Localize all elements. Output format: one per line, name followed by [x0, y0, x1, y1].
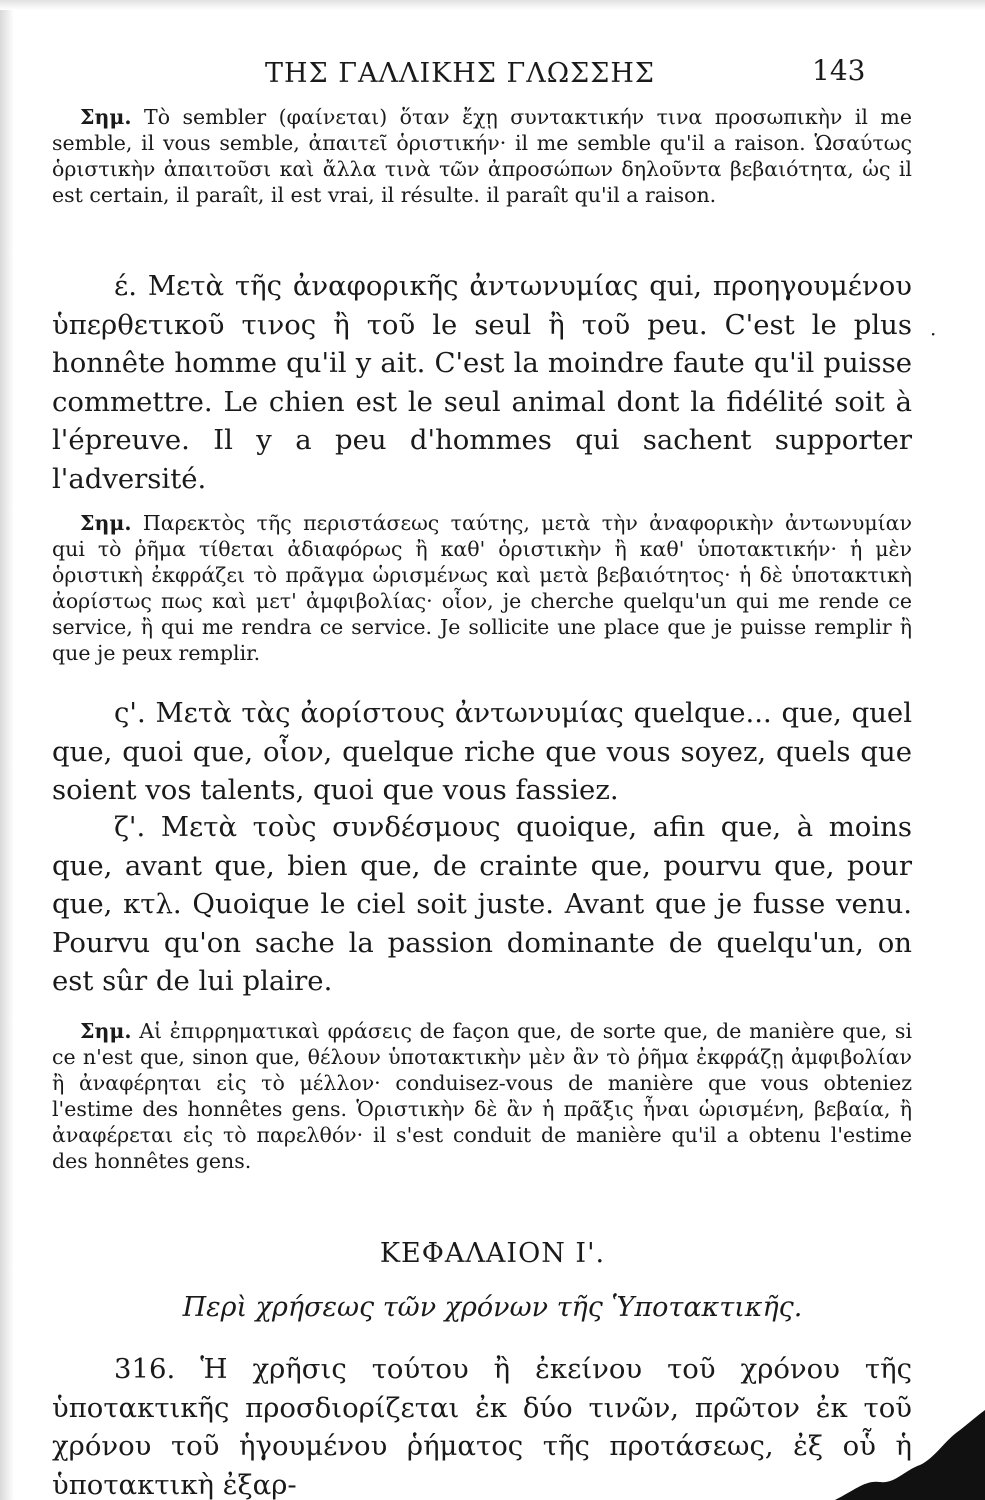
note-paragraph-1 — [52, 104, 912, 208]
chapter-subtitle: Περὶ χρήσεως τῶν χρόνων τῆς Ὑποτακτικῆς. — [182, 1292, 803, 1323]
note-paragraph-3 — [52, 1018, 912, 1174]
section-316-paragraph: 316. Ἡ χρῆσις τούτου ἢ ἐκείνου τοῦ χρόνου τῆς ὑποτακτικῆς προσδιορίζεται ἐκ δύο τινῶν, πρῶτον ἐκ τοῦ χρόνου τοῦ ἡγουμένου ῥήματος τῆς προτάσεως, ἐξ οὗ ἡ ὑποτακτικὴ ἐξαρ- — [52, 1353, 912, 1500]
note-label: Σημ. — [80, 1019, 132, 1043]
note-paragraph-2 — [52, 510, 912, 666]
note-label: Σημ. — [80, 105, 132, 129]
rule-paragraph-e: έ. Μετὰ τῆς ἀναφορικῆς ἀντωνυμίας qui, προηγουμένου ὑπερθετικοῦ τινος ἢ τοῦ le seul ἢ τοῦ peu. C'est le plus honnête homme qu'il y ait. C'est la moindre faute qu'il puisse commettre. Le chien est le seul animal dont la fidélité soit à l'épreuve. Il y a peu d'hommes qui sachent supporter l'adversité. — [52, 270, 912, 495]
chapter-heading: ΚΕΦΑΛΑΙΟΝ Ι'. — [379, 1238, 606, 1269]
note-label: Σημ. — [80, 511, 132, 535]
note-text: Παρεκτὸς τῆς περιστάσεως ταύτης, μετὰ τὴν ἀναφορικὴν ἀντωνυμίαν qui τὸ ῥῆμα τίθεται ἀδιαφόρως ἢ καθ' ὁριστικὴν ἢ καθ' ὑποτακτικήν· ἡ μὲν ὁριστικὴ ἐκφράζει τὸ πρᾶγμα ὡρισμένως καὶ μετὰ βεβαιότητος· ἡ δὲ ὑποτακτικὴ ἀορίστως πως καὶ μετ' ἀμφιβολίας· οἷον, je cherche quelqu'un qui me rende ce service, ἢ qui me rendra ce service. Je sollicite une place que je puisse remplir ἢ que je peux remplir. — [52, 511, 912, 665]
page-number: 143 — [812, 54, 866, 87]
running-header: ΤΗΣ ΓΑΛΛΙΚΗΣ ΓΛΩΣΣΗΣ — [265, 58, 655, 89]
margin-mark: · — [930, 322, 937, 346]
note-text: Τὸ sembler (φαίνεται) ὅταν ἔχῃ συντακτικήν τινα προσωπικὴν il me semble, il vous semble, ἀπαιτεῖ ὁριστικήν· il me semble qu'il a raison. Ὡσαύτως ὁριστικὴν ἀπαιτοῦσι καὶ ἄλλα τινὰ τῶν ἀπροσώπων δηλοῦντα βεβαιότητα, ὡς il est certain, il paraît, il est vrai, il résulte. il paraît qu'il a raison. — [52, 105, 912, 207]
rule-paragraph-st: ς'. Μετὰ τὰς ἀορίστους ἀντωνυμίας quelque... que, quel que, quoi que, οἷον, quelque riche que vous soyez, quels que soient vos talents, quoi que vous fassiez. — [52, 697, 912, 806]
page-top-shadow — [0, 0, 985, 10]
note-text: Αἱ ἐπιρρηματικαὶ φράσεις de façon que, de sorte que, de manière que, si ce n'est que, sinon que, θέλουν ὑποτακτικὴν μὲν ἂν τὸ ῥῆμα ἐκφράζῃ ἀμφιβολίαν ἢ ἀναφέρηται εἰς τὸ μέλλον· conduisez-vous de manière que vous obteniez l'estime des honnêtes gens. Ὁριστικὴν δὲ ἂν ἡ πρᾶξις ἦναι ὡρισμένη, βεβαία, ἢ ἀναφέρεται εἰς τὸ παρελθόν· il s'est conduit de manière qu'il a obtenu l'estime des honnêtes gens. — [52, 1019, 912, 1173]
torn-corner — [835, 1410, 985, 1500]
page-edge-shadow — [0, 0, 14, 1500]
rule-paragraph-z: ζ'. Μετὰ τοὺς συνδέσμους quoique, afin que, à moins que, avant que, bien que, de crainte que, pourvu que, pour que, κτλ. Quoique le ciel soit juste. Avant que je fusse venu. Pourvu qu'on sache la passion dominante de quelqu'un, on est sûr de lui plaire. — [52, 811, 912, 997]
